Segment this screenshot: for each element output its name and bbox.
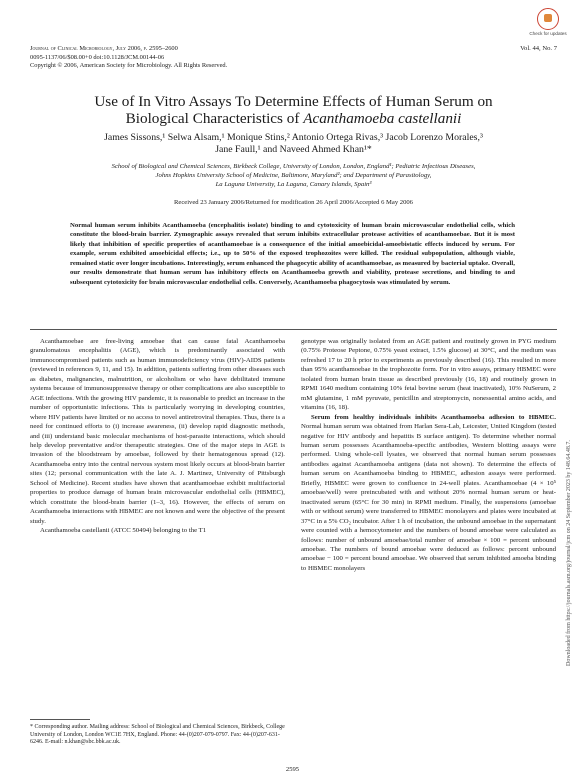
affiliation-line-3: La Laguna University, La Laguna, Canary Islands, Spain³ [215, 181, 372, 189]
title-species: Acanthamoeba castellanii [303, 110, 462, 127]
check-for-updates-label: Check for updates [529, 31, 567, 36]
article-title [30, 93, 557, 127]
title-line-1: Use of In Vitro Assays To Determine Effects of Human Serum on [94, 93, 493, 110]
results-paragraph [301, 413, 556, 574]
title-line-2-text: Biological Characteristics of [125, 110, 304, 127]
page-number: 2595 [285, 766, 300, 773]
download-sidebar [566, 418, 578, 666]
body-column-right [301, 337, 556, 573]
affiliation-line-1: School of Biological and Chemical Sciences, Birkbeck College, University of London, London, England¹; Pediatric Infectious Diseases, [111, 163, 476, 170]
authors-line-2: Jane Faull,¹ and Naveed Ahmed Khan¹* [215, 144, 372, 155]
methods-paragraph-continued: genotype was originally isolated from an AGE patient and routinely grown in PYG medium (0.75% Proteose Peptone, 0.75% yeast extract, 1.5% glucose) at 30°C, and the medium was refreshed 17 to 20 h prior to experiments as previously described (16). This resulted in more than 95% acanthamoebae in the trophozoite form. For in vitro assays, primary HBMEC were isolated from human brain tissue as described previously (16, 18) and routinely grown in RPMI 1640 medium containing 10% fetal bovine serum (heat inactivated), 10% NuSerum, 2 mM glutamine, 1 mM pyruvate, penicillin and streptomycin, nonessential amino acids, and vitamins (16, 18). [301, 338, 556, 412]
results-text: Normal human serum was obtained from Harlan Sera-Lab, Leicester, United Kingdom (tested negative for HIV antibody and hepatitis B surface antigen). To determine whether normal human serum possesses Acanthamoeba-specific antibodies, Western blotting assays were performed. Using whole-cell lysates, we observed that normal human serum possesses antibodies against Acanthamoeba antigens (data not shown). To determine the effects of human serum on Acanthamoeba binding to HBMEC, adhesion assays were performed. Briefly, HBMEC were grown to confluence in 24-well plates. Acanthamoebae (4 × 10⁵ amoebae/well) were preincubated with and without 20% normal human serum or heat-inactivated serum (65°C for 30 min) in RPMI medium. Finally, the suspensions (amoebae with or without serum) were transferred to HBMEC monolayers and plates were incubated at 37°C in a 5% CO₂ incubator. After 1 h of incubation, the unbound amoebae in the supernatant were counted with a hemocytometer and the numbers of bound amoebae were calculated as follows: number of unbound amoebae/total number of amoebae × 100 = percent unbound amoebae. The numbers of bound amoebae were deduced as follows: percent unbound amoebae − 100 = percent bound amoebae. We observed that serum inhibited amoeba binding to HBMEC monolayers [301, 423, 556, 572]
check-for-updates-badge[interactable] [525, 8, 571, 36]
affiliation-line-2: Johns Hopkins University School of Medicine, Baltimore, Maryland²; and Department of Parasitology, [155, 172, 432, 180]
author-list [30, 132, 557, 156]
intro-paragraph: Acanthamoebae are free-living amoebae that can cause fatal Acanthamoeba granulomatous encephalitis (AGE), which is predominantly associated with immunocompromised patients such as human immunodeficiency virus (HIV)-AIDS patients (reviewed in references 9, 11, and 15). In addition, patients suffering from other diseases such as diabetes, malignancies, malnutrition, or alcoholism or who have debilitated immune systems because of immunosuppressive therapy or other complications are also susceptible to AGE infections. With the growing HIV pandemic, it is reasonable to predict an increase in the number of opportunistic infections. This is particularly worrying in developing countries, where HIV patients have limited or no access to novel antiretroviral therapies. Thus, there is a need for continued efforts to (i) increase awareness, (ii) develop rapid diagnostic methods, and (iii) understand basic molecular mechanisms of host-parasite interactions, which should help develop preventative and/or therapeutic strategies. One of the major steps in AGE is invasion of the bloodstream by amoebae, followed by their hematogenous spread (12). Acanthamoeba entry into the central nervous system most likely occurs at blood-brain barrier sites (12; personal communication with the late A. J. Martinez, University of Pittsburgh School of Medicine). Recent studies have shown that acanthamoebae exhibit multifactorial properties to produce damage of human brain microvascular endothelial cells (HBMEC), which constitute the blood-brain barrier (1–3, 16). However, the effects of serum on Acanthamoeba interactions with HBMEC are not known and were the objective of the present study. [30, 338, 285, 525]
corresponding-author-footnote: * Corresponding author. Mailing address: School of Biological and Chemical Sciences, Birkbeck, College University of London, London WC1E 7HX, England. Phone: 44-(0)207-079-0797. Fax: 44-(0)207-631-6246. E-mail: n.khan@sbc.bbk.ac.uk. [30, 724, 285, 746]
divider [30, 329, 557, 330]
body-column-left [30, 337, 285, 536]
abstract: Normal human serum inhibits Acanthamoeba (encephalitis isolate) binding to and cytotoxicity of human brain microvascular endothelial cells, which constitute the blood-brain barrier. Zymographic assays revealed that serum inhibits extracellular protease activities of acanthamoebae. But it is most likely that inhibition of specific properties of acanthamoebae is a consequence of the initial amoebicidal-amoebistatic effects induced by serum. For example, serum exhibited amoebicidal effects; i.e., up to 50% of the exposed trophozoites were killed. The residual subpopulation, although viable, remained static over longer incubations. Interestingly, serum enhanced the phagocytic ability of acanthamoebae, as measured by bacterial uptake. Overall, our results demonstrate that human serum has inhibitory effects on Acanthamoeba growth and viability, protease secretions, and binding to and subsequent cytotoxicity for brain microvascular endothelial cells. Conversely, Acanthamoeba phagocytosis was stimulated by serum. [70, 222, 515, 286]
issn-doi: 0095-1137/06/$08.00+0 doi:10.1128/JCM.00144-06 [30, 53, 165, 61]
footnote-rule [30, 719, 90, 720]
download-note: Downloaded from https://journals.asm.org/journal/jcm on 24 September 2023 by 148.64.48.7. [566, 440, 572, 666]
title-line-2 [30, 110, 557, 127]
journal-citation: Journal of Clinical Microbiology, July 2006, p. 2595–2600 [30, 45, 178, 52]
affiliations [30, 162, 557, 190]
received-dates: Received 23 January 2006/Returned for modification 26 April 2006/Accepted 6 May 2006 [174, 199, 413, 206]
journal-header [30, 45, 430, 71]
methods-paragraph-start: Acanthamoeba castellanii (ATCC 50494) belonging to the T1 [40, 527, 207, 535]
section-heading: Serum from healthy individuals inhibits Acanthamoeba adhesion to HBMEC. [311, 413, 556, 421]
update-badge-icon [537, 8, 559, 30]
volume-issue: Vol. 44, No. 7 [520, 45, 557, 52]
copyright-line: Copyright © 2006, American Society for Microbiology. All Rights Reserved. [30, 62, 228, 70]
authors-line-1: James Sissons,¹ Selwa Alsam,¹ Monique Stins,² Antonio Ortega Rivas,³ Jacob Lorenzo Morales,³ [104, 132, 483, 143]
